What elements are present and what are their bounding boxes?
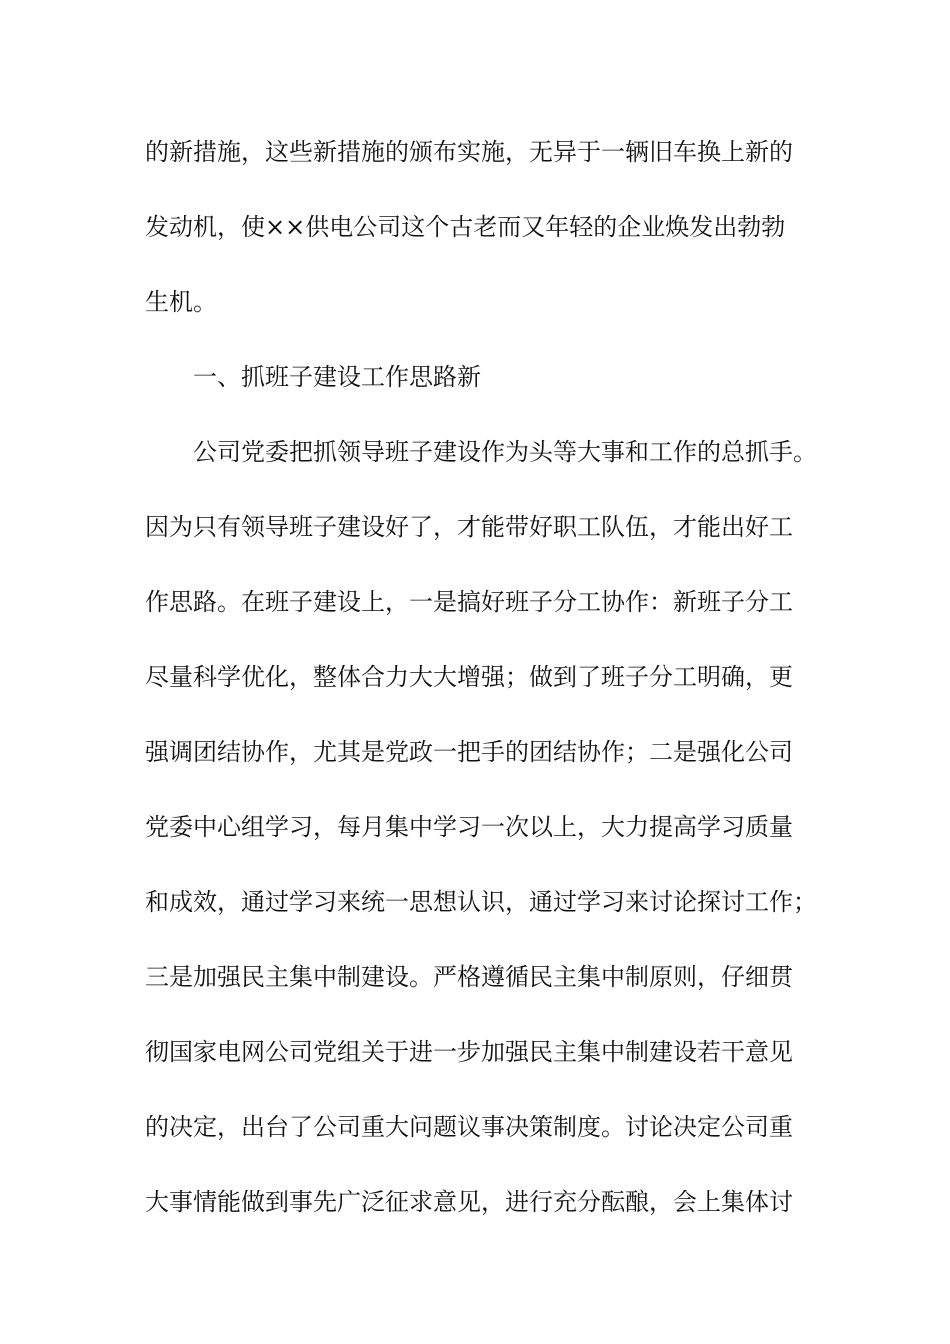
text-line: 党委中心组学习，每月集中学习一次以上，大力提高学习质量 — [145, 813, 793, 841]
text-line: 和成效，通过学习来统一思想认识，通过学习来讨论探讨工作； — [145, 888, 817, 916]
text-line: 大事情能做到事先广泛征求意见，进行充分酝酿，会上集体讨 — [145, 1188, 793, 1216]
body-text — [145, 127, 825, 1252]
text-line: 生机。 — [145, 288, 217, 316]
text-line: 作思路。在班子建设上，一是搞好班子分工协作：新班子分工 — [145, 588, 793, 616]
text-line: 强调团结协作，尤其是党政一把手的团结协作；二是强化公司 — [145, 738, 793, 766]
text-line: 尽量科学优化，整体合力大大增强；做到了班子分工明确，更 — [145, 663, 793, 691]
section-heading: 一、抓班子建设工作思路新 — [193, 363, 481, 391]
paragraph-first-line: 公司党委把抓领导班子建设作为头等大事和工作的总抓手。 — [193, 438, 817, 466]
text-line: 发动机，使××供电公司这个古老而又年轻的企业焕发出勃勃 — [145, 213, 786, 241]
text-line: 彻国家电网公司党组关于进一步加强民主集中制建设若干意见 — [145, 1038, 793, 1066]
text-line: 三是加强民主集中制建设。严格遵循民主集中制原则，仔细贯 — [145, 963, 793, 991]
text-line: 因为只有领导班子建设好了，才能带好职工队伍，才能出好工 — [145, 513, 793, 541]
text-line: 的新措施，这些新措施的颁布实施，无异于一辆旧车换上新的 — [145, 138, 793, 166]
text-line: 的决定，出台了公司重大问题议事决策制度。讨论决定公司重 — [145, 1113, 793, 1141]
